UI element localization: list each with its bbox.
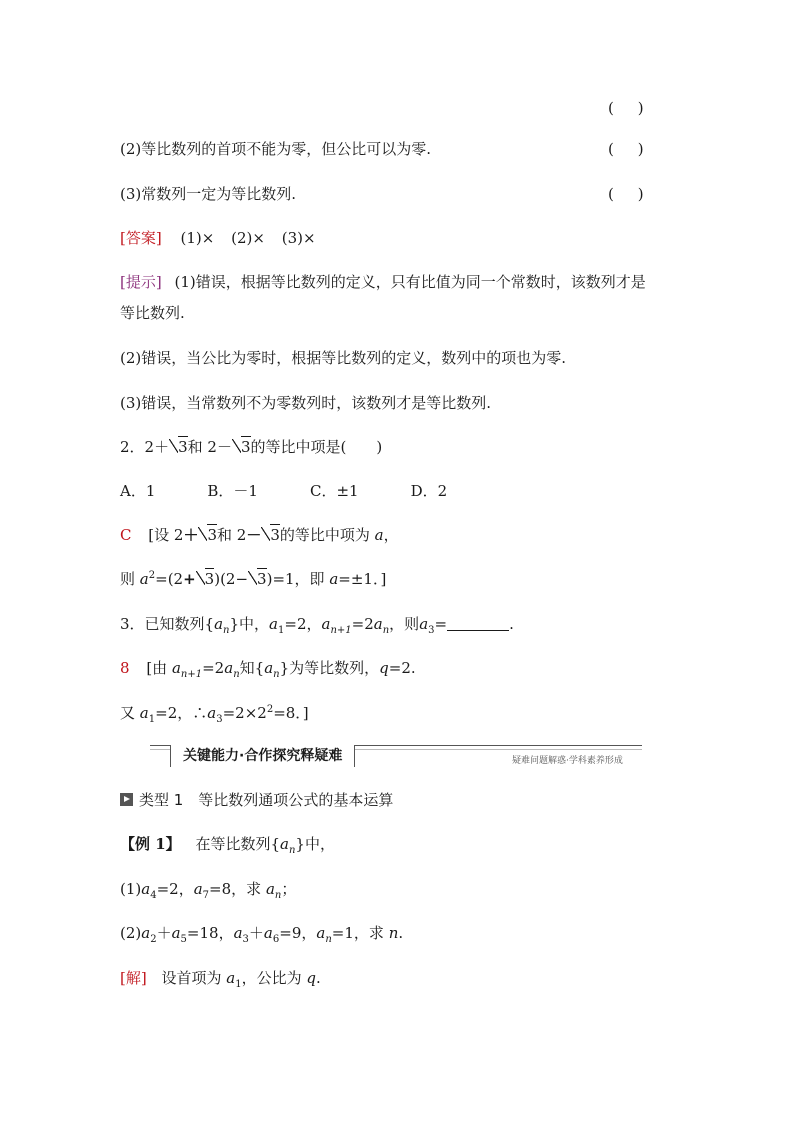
hint-text-1: (1)错误，根据等比数列的定义，只有比值为同一个常数时，该数列才是 bbox=[174, 273, 646, 291]
var-a: a bbox=[321, 615, 331, 633]
sub-n: n bbox=[233, 669, 240, 680]
answer-3: (3)× bbox=[281, 229, 316, 247]
q2-sol-text: )=1，即 bbox=[266, 570, 325, 588]
blank-paren-3: ( ) bbox=[608, 185, 644, 203]
ex-text: ，公比为 bbox=[241, 969, 302, 987]
var-a: a bbox=[207, 704, 217, 722]
q3-text: =2， bbox=[284, 615, 322, 633]
blank-paren-2: ( ) bbox=[608, 140, 644, 158]
var-n: n bbox=[388, 924, 399, 942]
ex-text: . bbox=[316, 969, 321, 987]
q2-sol-text: 的等比中项为 bbox=[279, 526, 370, 544]
q3-sol-text: =2. bbox=[388, 659, 416, 677]
type-1-label: 类型 1 等比数列通项公式的基本运算 bbox=[139, 791, 394, 809]
var-a: a bbox=[224, 659, 234, 677]
var-a: a bbox=[214, 615, 224, 633]
q2-sol-text: 则 bbox=[120, 570, 136, 588]
ex-text: =1，求 bbox=[331, 924, 384, 942]
sub-4: 4 bbox=[150, 890, 157, 901]
var-a: a bbox=[171, 924, 181, 942]
sub-6: 6 bbox=[272, 934, 280, 945]
sub-n: n bbox=[288, 845, 296, 856]
ex-text: =9， bbox=[279, 924, 317, 942]
q2-two-plus: 2＋ bbox=[144, 438, 170, 456]
q2-sol-text: =±1．] bbox=[338, 570, 387, 588]
solution-label: [解] bbox=[120, 969, 147, 987]
var-a: a bbox=[316, 924, 326, 942]
sub-1: 1 bbox=[235, 979, 242, 990]
play-triangle-icon bbox=[120, 793, 133, 806]
hint-line-2: (2)错误，当公比为零时，根据等比数列的定义，数列中的项也为零. bbox=[120, 349, 567, 367]
q2-mid: 和 2－ bbox=[187, 438, 232, 456]
q2-sol-text: [设 2 bbox=[148, 526, 184, 544]
sub-n: n bbox=[273, 669, 280, 680]
q3-text: }中， bbox=[229, 615, 270, 633]
q3-solution-2 bbox=[120, 703, 309, 723]
q3-solution-1 bbox=[120, 658, 416, 678]
var-a: a bbox=[141, 924, 151, 942]
blank-paren-1: ( ) bbox=[608, 99, 644, 117]
q2-answer: C bbox=[120, 526, 132, 544]
var-a: a bbox=[269, 615, 278, 633]
section-banner-subtitle: 疑难问题解惑·学科素养形成 bbox=[512, 756, 623, 766]
q3-period: . bbox=[509, 615, 514, 633]
ex-text: =2， bbox=[156, 880, 194, 898]
sub-3: 3 bbox=[242, 934, 249, 945]
section-banner-title: 关键能力·合作探究释疑难 bbox=[170, 745, 355, 767]
var-a: a bbox=[233, 924, 243, 942]
type-1-heading bbox=[120, 790, 393, 810]
q3-sol-text: }为等比数列， bbox=[279, 659, 380, 677]
example-text: 在等比数列{ bbox=[195, 835, 280, 853]
sub-n: n bbox=[325, 934, 332, 945]
sub-3: 3 bbox=[428, 625, 435, 636]
var-a: a bbox=[280, 835, 289, 853]
q3-sol-text: =2，∴ bbox=[155, 704, 208, 722]
var-q: q bbox=[306, 969, 317, 987]
q2-minus: － bbox=[246, 526, 262, 544]
hint-label: [提示] bbox=[120, 273, 162, 291]
sub-n-plus-1: n+1 bbox=[330, 625, 352, 636]
q3-sol-text: 又 bbox=[120, 704, 136, 722]
ex-text: =8，求 bbox=[209, 880, 262, 898]
statement-2: (2)等比数列的首项不能为零，但公比可以为零. bbox=[120, 140, 432, 158]
q2-number: 2． bbox=[120, 438, 145, 456]
option-a: A．1 bbox=[120, 482, 156, 500]
q2-tail: 的等比中项是( ) bbox=[250, 438, 383, 456]
var-a: a bbox=[226, 969, 236, 987]
q3-sol-text: =2×2 bbox=[222, 704, 267, 722]
sub-n: n bbox=[274, 890, 282, 901]
hint-line-1 bbox=[120, 272, 646, 292]
var-a: a bbox=[419, 615, 429, 633]
option-c: C．±1 bbox=[309, 482, 359, 500]
var-a: a bbox=[139, 704, 149, 722]
q3-answer: 8 bbox=[120, 659, 130, 677]
sub-n-plus-1: n+1 bbox=[180, 669, 203, 680]
ex-text: ； bbox=[281, 880, 297, 898]
q2-solution-2: 则 $a^2=(2+ 3)(2- 3)=1$，即 a=±1．] bbox=[120, 570, 387, 588]
q3-sol-text: =2 bbox=[202, 659, 225, 677]
ex-text: (1) bbox=[120, 880, 142, 898]
var-a: a bbox=[193, 880, 203, 898]
example-part-2 bbox=[120, 923, 403, 943]
sqrt-3-e: 3 bbox=[196, 569, 215, 589]
example-text: }中， bbox=[295, 835, 335, 853]
sub-3: 3 bbox=[216, 714, 223, 725]
q2-comma: ， bbox=[383, 526, 399, 544]
hint-line-1b: 等比数列. bbox=[120, 304, 185, 322]
var-a: a bbox=[264, 659, 274, 677]
var-a: a bbox=[139, 570, 149, 588]
answer-2: (2)× bbox=[231, 229, 265, 247]
sub-1: 1 bbox=[148, 714, 156, 725]
ex-text: ＋ bbox=[156, 924, 172, 942]
var-a: a bbox=[263, 924, 273, 942]
ex-text: =18， bbox=[186, 924, 234, 942]
example-1 bbox=[120, 834, 335, 854]
question-2 bbox=[120, 437, 382, 457]
var-a: a bbox=[171, 659, 181, 677]
var-a: a bbox=[329, 570, 339, 588]
answer-line bbox=[120, 228, 316, 248]
q2-sol-text: =(2 bbox=[155, 570, 184, 588]
var-q: q bbox=[379, 659, 389, 677]
sub-5: 5 bbox=[180, 934, 187, 945]
q2-sol-text: )(2− bbox=[214, 570, 249, 588]
question-3 bbox=[120, 614, 514, 634]
statement-3: (3)常数列一定为等比数列. bbox=[120, 185, 297, 203]
sub-2: 2 bbox=[150, 934, 157, 945]
hint-line-3: (3)错误，当常数列不为零数列时，该数列才是等比数列. bbox=[120, 394, 492, 412]
sub-n: n bbox=[382, 625, 390, 636]
q2-options bbox=[120, 481, 447, 501]
q3-text: ，则 bbox=[389, 615, 420, 633]
sqrt-3-c: 3 bbox=[198, 525, 217, 545]
answer-label: [答案] bbox=[120, 229, 162, 247]
q2-sol-text: 和 2 bbox=[217, 526, 247, 544]
sub-7: 7 bbox=[202, 890, 210, 901]
ex-text: . bbox=[398, 924, 404, 942]
sqrt-3-f: 3 bbox=[248, 569, 267, 589]
sqrt-3-d: 3 bbox=[261, 525, 280, 545]
example-part-1 bbox=[120, 879, 296, 899]
ex-text: ＋ bbox=[248, 924, 264, 942]
exp-2: 2 bbox=[266, 704, 274, 715]
sqrt-3-b: 3 bbox=[232, 437, 251, 457]
q3-text: = bbox=[434, 615, 448, 633]
answer-1: (1)× bbox=[180, 229, 215, 247]
answer-blank bbox=[447, 616, 509, 631]
exp-2: 2 bbox=[148, 570, 156, 581]
q2-solution-1 bbox=[120, 525, 399, 545]
q2-plus: ＋ bbox=[183, 526, 199, 544]
ex-text: 设首项为 bbox=[161, 969, 222, 987]
example-label: 【例 1】 bbox=[120, 835, 181, 853]
q3-text: 3．已知数列{ bbox=[120, 615, 215, 633]
q3-sol-text: 知{ bbox=[239, 659, 265, 677]
option-b: B．－1 bbox=[207, 482, 258, 500]
sub-1: 1 bbox=[278, 625, 285, 636]
sqrt-3-a: 3 bbox=[169, 437, 188, 457]
var-a: a bbox=[141, 880, 151, 898]
ex-text: (2) bbox=[120, 924, 142, 942]
option-d: D．2 bbox=[410, 482, 448, 500]
sub-n: n bbox=[223, 625, 230, 636]
var-a: a bbox=[374, 526, 384, 544]
q3-text: =2 bbox=[351, 615, 374, 633]
var-a: a bbox=[265, 880, 275, 898]
q3-sol-text: =8．] bbox=[273, 704, 309, 722]
example-solution bbox=[120, 968, 321, 988]
q3-sol-text: [由 bbox=[146, 659, 168, 677]
var-a: a bbox=[373, 615, 383, 633]
